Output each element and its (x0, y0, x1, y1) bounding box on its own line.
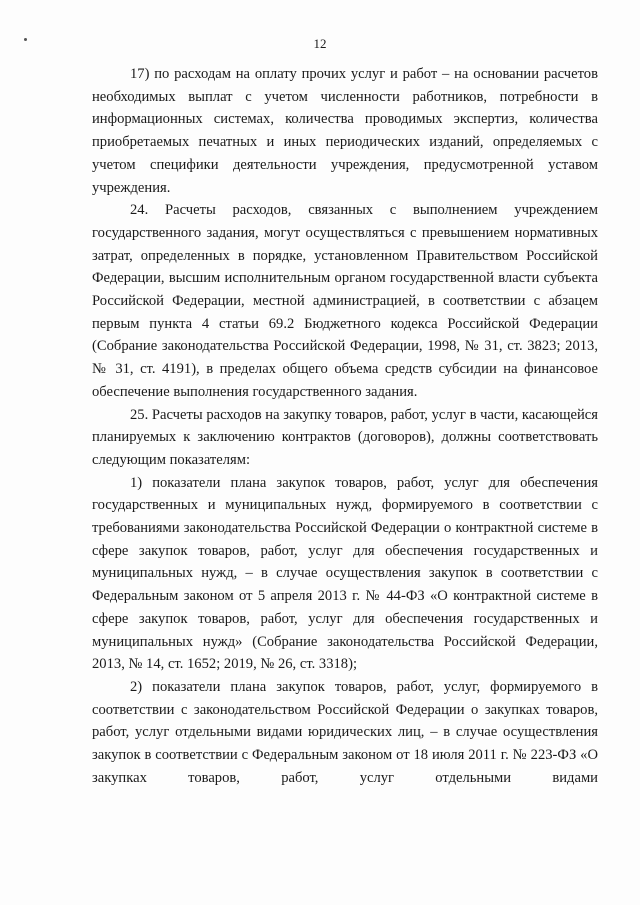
paragraph-continuation-clip (92, 676, 598, 880)
paragraph-subitem-1: 1) показатели плана закупок товаров, работ, услуг для обеспечения государственных и муниципальных нужд, формируемого в соответствии с требованиями законодательства Российской Федерации о контрактной системе в сфере закупок товаров, работ, услуг для обеспечения государственных и муниципальных нужд, – в случае осуществления закупок в соответствии с Федеральным законом от 5 апреля 2013 г. № 44-ФЗ «О контрактной системе в сфере закупок товаров, работ, услуг для обеспечения государственных и муниципальных нужд» (Собрание законодательства Российской Федерации, 2013, № 14, ст. 1652; 2019, № 26, ст. 3318); (92, 474, 598, 673)
document-body (92, 63, 598, 880)
paragraph-clause-25: 25. Расчеты расходов на закупку товаров, работ, услуг в части, касающейся планируемых к заключению контрактов (договоров), должны соответствовать следующим показателям: (92, 406, 598, 468)
paragraph-subitem-2: 2) показатели плана закупок товаров, работ, услуг, формируемого в соответствии с законодательством Российской Федерации о закупках товаров, работ, услуг отдельными видами юридических лиц, – в случае осуществления закупок в соответствии с Федеральным законом от 18 июля 2011 г. № 223-ФЗ «О закупках товаров, работ, услуг отдельными видами (92, 678, 598, 786)
paragraph-item-17: 17) по расходам на оплату прочих услуг и работ – на основании расчетов необходимых выплат с учетом численности работников, потребности в информационных системах, количества проводимых экспертиз, количества приобретаемых печатных и иных периодических изданий, определяемых с учетом специфики деятельности учреждения, предусмотренной уставом учреждения. (92, 66, 598, 196)
paragraph-clause-24: 24. Расчеты расходов, связанных с выполнением учреждением государственного задания, могут осуществляться с превышением нормативных затрат, определенных в порядке, установленном Правительством Российской Федерации, высшим исполнительным органом государственной власти субъекта Российской Федерации, местной администрацией, в соответствии с абзацем первым пункта 4 статьи 69.2 Бюджетного кодекса Российской Федерации (Собрание законодательства Российской Федерации, 1998, № 31, ст. 3823; 2013, № 31, ст. 4191), в пределах общего объема средств субсидии на финансовое обеспечение выполнения государственного задания. (92, 202, 598, 400)
page-number: 12 (313, 36, 327, 51)
